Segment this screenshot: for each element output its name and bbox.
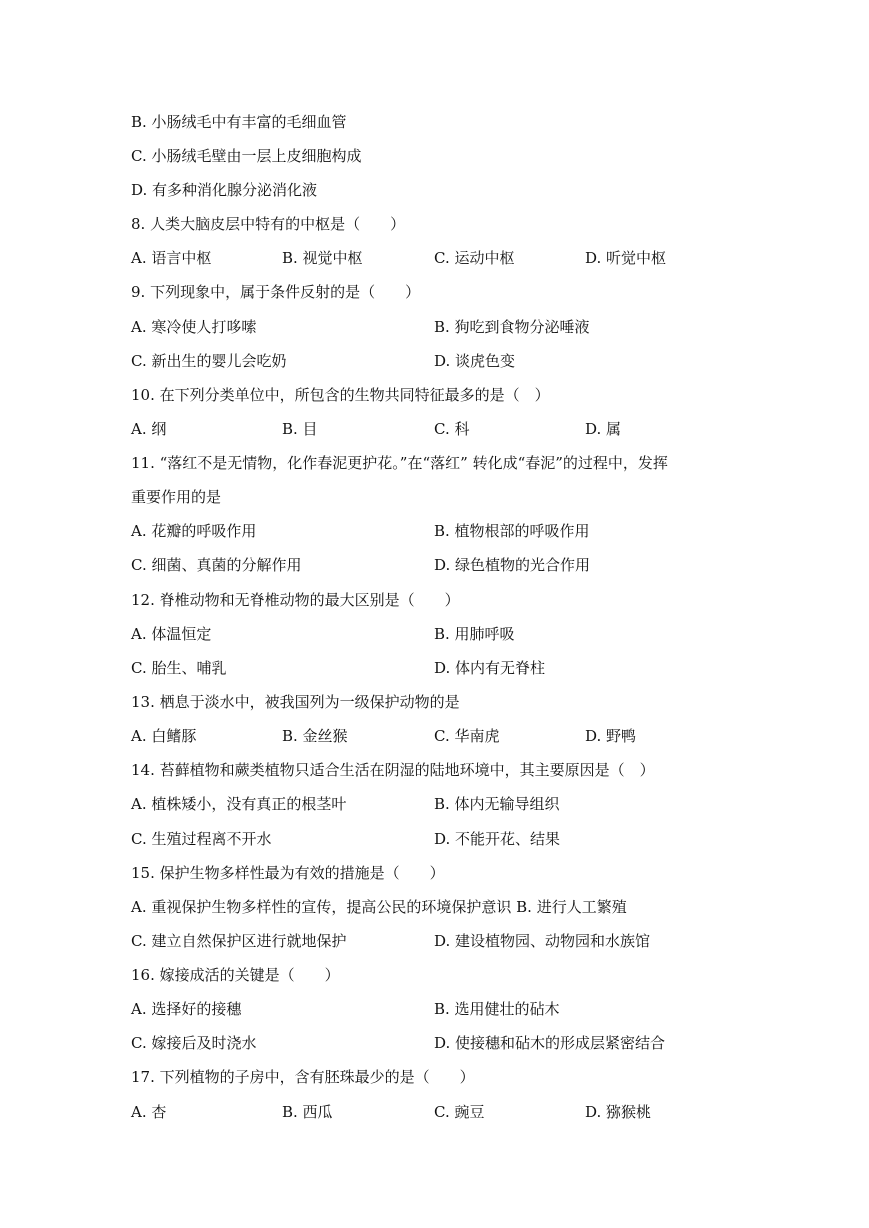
q13-option-c: C. 华南虎 (434, 727, 500, 745)
q17-stem: 17. 下列植物的子房中，含有胚珠最少的是（ ） (131, 1068, 475, 1086)
q17-option-b: B. 西瓜 (282, 1103, 333, 1121)
q10-option-b: B. 目 (282, 420, 318, 438)
q15-option-d: D. 建设植物园、动物园和水族馆 (434, 932, 651, 950)
q11-option-a: A. 花瓣的呼吸作用 (131, 522, 257, 540)
q11-stem-line1: 11. “落红不是无情物，化作春泥更护花。”在“落红” 转化成“春泥”的过程中，发挥 (131, 454, 668, 472)
q7-option-c: C. 小肠绒毛壁由一层上皮细胞构成 (131, 147, 362, 165)
q10-stem: 10. 在下列分类单位中，所包含的生物共同特征最多的是（ ） (131, 386, 550, 404)
q13-option-d: D. 野鸭 (585, 727, 637, 745)
q11-stem-line2: 重要作用的是 (131, 488, 222, 506)
q7-option-d: D. 有多种消化腺分泌消化液 (131, 181, 318, 199)
q14-option-a: A. 植株矮小，没有真正的根茎叶 (131, 795, 347, 813)
q17-option-a: A. 杏 (131, 1103, 167, 1121)
q8-option-a: A. 语言中枢 (131, 249, 212, 267)
q16-option-a: A. 选择好的接穗 (131, 1000, 242, 1018)
q7-option-b: B. 小肠绒毛中有丰富的毛细血管 (131, 113, 347, 131)
q11-option-b: B. 植物根部的呼吸作用 (434, 522, 590, 540)
q14-option-d: D. 不能开花、结果 (434, 830, 561, 848)
q15-option-ab: A. 重视保护生物多样性的宣传，提高公民的环境保护意识 B. 进行人工繁殖 (131, 898, 627, 916)
q12-option-c: C. 胎生、哺乳 (131, 659, 227, 677)
q9-option-d: D. 谈虎色变 (434, 352, 516, 370)
q15-stem: 15. 保护生物多样性最为有效的措施是（ ） (131, 864, 445, 882)
q16-stem: 16. 嫁接成活的关键是（ ） (131, 966, 340, 984)
q14-stem: 14. 苔藓植物和蕨类植物只适合生活在阴湿的陆地环境中，其主要原因是（ ） (131, 761, 655, 779)
q8-stem: 8. 人类大脑皮层中特有的中枢是（ ） (131, 215, 406, 233)
q16-option-b: B. 选用健壮的砧木 (434, 1000, 560, 1018)
q12-option-a: A. 体温恒定 (131, 625, 212, 643)
q9-stem: 9. 下列现象中，属于条件反射的是（ ） (131, 283, 421, 301)
q13-stem: 13. 栖息于淡水中，被我国列为一级保护动物的是 (131, 693, 460, 711)
q8-option-d: D. 听觉中枢 (585, 249, 667, 267)
q14-option-b: B. 体内无输导组织 (434, 795, 560, 813)
q17-option-c: C. 豌豆 (434, 1103, 485, 1121)
q10-option-d: D. 属 (585, 420, 622, 438)
q14-option-c: C. 生殖过程离不开水 (131, 830, 272, 848)
q13-option-b: B. 金丝猴 (282, 727, 348, 745)
q17-option-d: D. 猕猴桃 (585, 1103, 652, 1121)
q13-option-a: A. 白鳍豚 (131, 727, 197, 745)
q9-option-a: A. 寒冷使人打哆嗦 (131, 318, 257, 336)
q9-option-b: B. 狗吃到食物分泌唾液 (434, 318, 590, 336)
q16-option-c: C. 嫁接后及时浇水 (131, 1034, 257, 1052)
q11-option-c: C. 细菌、真菌的分解作用 (131, 556, 302, 574)
q10-option-c: C. 科 (434, 420, 470, 438)
q10-option-a: A. 纲 (131, 420, 167, 438)
q16-option-d: D. 使接穗和砧木的形成层紧密结合 (434, 1034, 666, 1052)
q8-option-b: B. 视觉中枢 (282, 249, 363, 267)
q8-option-c: C. 运动中枢 (434, 249, 515, 267)
q12-option-b: B. 用肺呼吸 (434, 625, 515, 643)
q11-option-d: D. 绿色植物的光合作用 (434, 556, 591, 574)
q12-option-d: D. 体内有无脊柱 (434, 659, 546, 677)
q9-option-c: C. 新出生的婴儿会吃奶 (131, 352, 287, 370)
q15-option-c: C. 建立自然保护区进行就地保护 (131, 932, 347, 950)
q12-stem: 12. 脊椎动物和无脊椎动物的最大区别是（ ） (131, 591, 460, 609)
